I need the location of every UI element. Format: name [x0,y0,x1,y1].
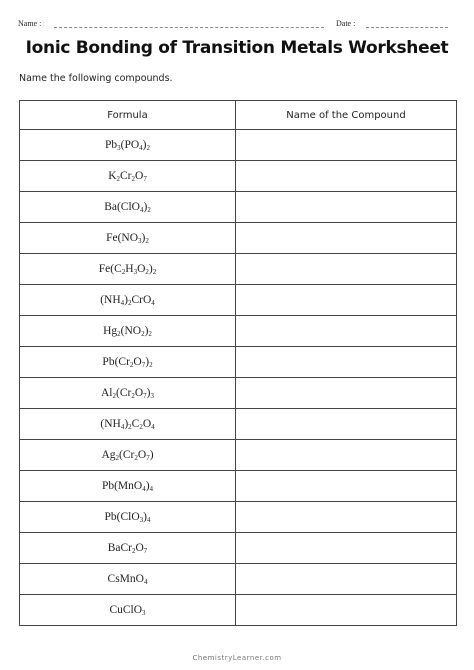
formula-text: ) [146,387,151,399]
formula-text: Cr [120,170,132,182]
formula-text: CuClO [109,604,143,616]
compound-name-answer-cell[interactable] [236,378,457,409]
formula-subscript: 4 [143,578,148,586]
formula-text: Ba(ClO [104,201,140,213]
compound-name-answer-cell[interactable] [236,440,457,471]
table-row [20,533,457,564]
formula-subscript: 2 [115,454,120,462]
formula-text: BaCr [107,542,132,554]
formula-subscript: 2 [116,175,120,183]
formula-text: Ag [101,449,116,461]
table-row [20,595,457,626]
formula-subscript: 4 [120,299,125,307]
table-row [20,130,457,161]
formula-cell [20,378,236,409]
formula-subscript: 2 [127,299,132,307]
formula-text: Pb [104,139,118,151]
formula-subscript: 2 [139,423,143,431]
compound-name-answer-cell[interactable] [236,254,457,285]
formula-subscript: 3 [142,609,146,617]
formula-text: O [135,542,144,554]
formula-text: O [142,418,152,430]
formula-subscript: 7 [143,547,148,555]
formula-subscript: 2 [112,392,116,400]
compound-name-answer-cell[interactable] [236,533,457,564]
formula-subscript: 4 [149,485,154,493]
formula-subscript: 2 [121,268,126,276]
formula-subscript: 4 [142,485,146,493]
formula-text: ) [148,263,153,275]
formula-cell [20,192,236,223]
compound-name-answer-cell[interactable] [236,161,457,192]
formula-cell [20,533,236,564]
formula-text: (NO [120,325,142,337]
formula-text: ) [144,325,149,337]
formula-subscript: 2 [129,361,134,369]
formula-subscript: 4 [139,206,144,214]
formula-text: ) [145,356,150,368]
formula-text: ) [145,480,150,492]
formula-cell [20,316,236,347]
formula-subscript: 7 [141,361,146,369]
table-row [20,285,457,316]
formula-subscript: 2 [131,175,135,183]
formula-text: ) [124,418,129,430]
formula-text: CrO [131,294,152,306]
compound-name-answer-cell[interactable] [236,564,457,595]
name-label: Name : [18,19,42,28]
date-field[interactable] [366,27,448,28]
formula-subscript: 3 [133,268,138,276]
formula-subscript: 7 [146,454,150,462]
formula-subscript: 3 [139,516,144,524]
formula-text: Pb(ClO [104,511,140,523]
worksheet-title: Ionic Bonding of Transition Metals Worksheet [25,38,449,58]
name-date-header [18,17,458,31]
formula-subscript: 4 [147,516,151,524]
table-row [20,254,457,285]
formula-text: O [135,170,144,182]
table-row [20,316,457,347]
formula-subscript: 4 [120,423,125,431]
formula-subscript: 2 [134,454,138,462]
table-row [20,409,457,440]
compound-name-answer-cell[interactable] [236,347,457,378]
formula-text: C [131,418,140,430]
formula-subscript: 2 [117,330,121,338]
formula-text: Pb(MnO [101,480,143,492]
formula-text: ) [143,511,147,523]
formula-cell [20,161,236,192]
table-row [20,347,457,378]
formula-cell [20,595,236,626]
compound-name-answer-cell[interactable] [236,285,457,316]
compound-name-answer-cell[interactable] [236,502,457,533]
formula-subscript: 7 [143,392,147,400]
formula-text: ) [141,232,146,244]
formula-text: ) [142,139,147,151]
table-row [20,440,457,471]
formula-text: ) [149,449,154,461]
formula-text: Pb(Cr [102,356,130,368]
formula-text: O [134,387,144,399]
compound-name-answer-cell[interactable] [236,192,457,223]
compound-name-answer-cell[interactable] [236,130,457,161]
formula-text: ) [143,201,148,213]
table-row [20,564,457,595]
table-header-row [20,101,457,130]
name-field[interactable] [54,27,324,28]
compounds-table [19,100,457,626]
formula-cell [20,347,236,378]
formula-subscript: 2 [148,330,152,338]
formula-text: ) [124,294,128,306]
formula-subscript: 2 [145,268,149,276]
formula-text: O [133,356,142,368]
formula-column-header: Formula [20,101,236,130]
table-row [20,378,457,409]
formula-cell [20,564,236,595]
formula-text: Fe(NO [106,232,139,244]
formula-text: Al [101,387,113,399]
formula-subscript: 7 [143,175,147,183]
formula-cell [20,285,236,316]
formula-subscript: 2 [147,206,151,214]
compound-name-answer-cell[interactable] [236,223,457,254]
formula-text: K [108,170,117,182]
formula-text: Hg [103,325,118,337]
formula-text: (Cr [116,387,132,399]
formula-text: Fe(C [98,263,122,275]
table-row [20,223,457,254]
formula-subscript: 4 [139,144,143,152]
compound-name-answer-cell[interactable] [236,471,457,502]
formula-subscript: 2 [146,144,151,152]
formula-subscript: 4 [151,423,155,431]
formula-text: H [125,263,134,275]
formula-subscript: 2 [131,392,135,400]
formula-text: (PO [120,139,140,151]
formula-subscript: 2 [128,423,132,431]
table-row [20,471,457,502]
formula-subscript: 3 [117,144,121,152]
date-label: Date : [336,19,356,28]
formula-subscript: 3 [150,392,154,400]
formula-text: O [137,449,147,461]
formula-subscript: 2 [152,268,157,276]
formula-cell [20,440,236,471]
formula-text: (NH [100,294,121,306]
compound-name-answer-cell[interactable] [236,316,457,347]
formula-text: (Cr [119,449,135,461]
formula-cell [20,409,236,440]
table-row [20,192,457,223]
formula-cell [20,254,236,285]
table-row [20,161,457,192]
formula-subscript: 4 [151,299,155,307]
formula-cell [20,471,236,502]
table-row [20,502,457,533]
footer-credit: ChemistryLearner.com [192,654,282,662]
formula-text: O [137,263,146,275]
formula-subscript: 2 [145,237,149,245]
table-body [20,130,457,626]
formula-cell [20,130,236,161]
formula-cell [20,502,236,533]
formula-subscript: 2 [149,361,153,369]
formula-subscript: 3 [138,237,142,245]
formula-cell [20,223,236,254]
compound-name-answer-cell[interactable] [236,595,457,626]
formula-text: CsMnO [107,573,144,585]
compound-name-answer-cell[interactable] [236,409,457,440]
instructions: Name the following compounds. [19,73,173,84]
formula-subscript: 2 [131,547,136,555]
formula-subscript: 2 [141,330,145,338]
compound-name-column-header: Name of the Compound [236,101,457,130]
formula-text: (NH [100,418,121,430]
